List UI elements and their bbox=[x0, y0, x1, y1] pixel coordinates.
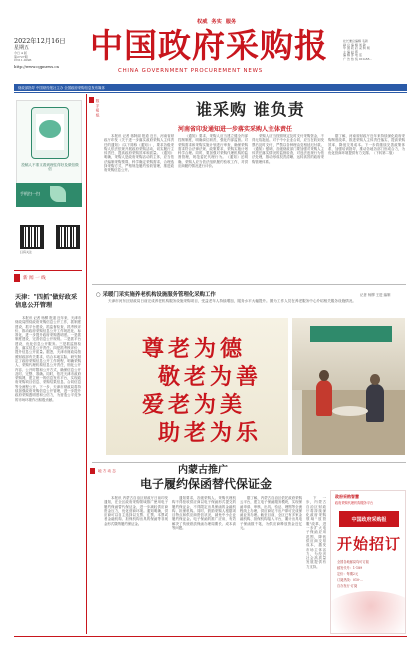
header-bar-text: 财政部指导 中国财经报社主办 全国政府采购信息发布媒体 bbox=[18, 86, 105, 90]
qr-caption: 扫码关注 bbox=[20, 250, 33, 254]
bottom-title-line-1: 内蒙古推广 bbox=[178, 465, 228, 476]
ad-line-2: 邮发代号：1-189 bbox=[337, 566, 363, 570]
phone-illustration bbox=[31, 107, 69, 159]
sidebar-label-local: 地 方 动 态 bbox=[98, 468, 116, 473]
lead-col-4 bbox=[328, 134, 405, 274]
phone-caption: 投稿人不准又看到理住得好及微信微信 bbox=[21, 163, 79, 172]
staff-line-6: 广 告 热 线 010-88... bbox=[343, 56, 373, 61]
staff-info bbox=[343, 40, 407, 62]
lead-text-3: 采购人应当按照规定及时支付采购资金，不得无故拖延。对于中小企业合同，应当在收到发票后及时支付，严禁以各种理由变相延迟付款。《通知》强调，各级财政部门要加强对采购人主体责任落实情况的监督检查，对违法违规行为依法处理，推动形成权责清晰、运转高效的政府采购管理体系。 bbox=[252, 134, 324, 164]
masthead-title: 中国政府采购报 bbox=[90, 26, 328, 65]
issue-info-3: CN11-0096 bbox=[14, 58, 32, 63]
person-dark bbox=[366, 384, 384, 422]
bottom-col-4 bbox=[306, 496, 326, 636]
lead-col-3 bbox=[252, 134, 324, 274]
staff-line-2: 副 总 编 辑 刘 敏 bbox=[343, 42, 366, 47]
ad-line-4: 订阅热线：010-... bbox=[337, 578, 364, 582]
ad-line-5: 自办发行·订阅 bbox=[337, 584, 358, 588]
bottom-col-1 bbox=[104, 496, 168, 636]
bottom-title-line-2: 电子履约保函替代保证金 bbox=[140, 477, 273, 491]
wall-line-1: 尊老为德 bbox=[142, 336, 247, 362]
feature-byline: 记者 杨柳 王进 编制 bbox=[360, 293, 391, 297]
ad-sign-text: 中国政府采购报 bbox=[351, 516, 387, 523]
lead-text-1: 本报讯 记者 蒋阿丽 报道 近日，河南省财政厅印发《关于进一步落实政府采购人主体责任的通知》（以下简称《通知》），要求各级采购人依法依规开展政府采购活动，切实履行主体责任，提高政府采购效率和质量。《通知》明确，采购人是政府采购活动的主体，应当依法编制采购预算，科学确定采购需求，合理选择采购方式，严格规范履约验收管理，推进政府采购信息公开。 bbox=[104, 134, 174, 173]
sidebar-section-digital bbox=[89, 97, 94, 103]
issue-info-2: 第2727期 bbox=[14, 54, 28, 59]
wall-line-2: 敬老为善 bbox=[158, 364, 263, 390]
slogan-2: 务实 bbox=[211, 19, 222, 25]
ad-top-text: 政府采购智慧 bbox=[335, 494, 359, 499]
sidebar-label-frontline: 新 闻 一 线 bbox=[23, 276, 46, 281]
lead-text-4: 据了解，河南省财政厅近年来持续深化政府采购制度改革，推进采购人主体责任落实，提高采购效率，降低交易成本。下一步将继续完善政策体系，加强培训指导，推动各地各部门形成合力，为优化营商环境提供有力支撑。（下转第二版） bbox=[328, 134, 405, 156]
ad-top-text-2: 政府采购代理机构服务平台 bbox=[335, 501, 374, 505]
leaf-icon bbox=[50, 186, 66, 202]
bottom-text-4: 下一步，内蒙古自治区财政厅将持续深化政府采购领域"放管服"改革，进一步扩大电子保函应用范围，降低供应商交易成本，激发市场主体活力，为经济社会高质量发展提供有力支持。 bbox=[306, 496, 326, 569]
qr-code[interactable] bbox=[20, 225, 44, 249]
issue-info-1: 今日 4 版 bbox=[14, 51, 27, 55]
feature-photo-left bbox=[106, 318, 288, 455]
staff-line-4: 主 编 赵 霞 bbox=[343, 49, 358, 54]
person-red bbox=[316, 380, 332, 416]
lead-subtitle: 河南省印发通知进一步落实采购人主体责任 bbox=[178, 126, 293, 133]
ad-sign bbox=[339, 511, 399, 527]
subscription-ad[interactable] bbox=[330, 490, 406, 634]
ad-line-1: 全国各地邮局均可订阅 bbox=[337, 560, 369, 564]
sidebar-section-frontline bbox=[14, 274, 46, 282]
bottom-text-3: 据了解，内蒙古自治区依托政府采购云平台，建立电子保函服务模块，实现保函申请、审核、出具、验证、理赔等全流程线上办理，供应商足不出户即可完成保函业务办理。截至目前，全区已有多家金融机构、担保机构接入平台，累计出具电子保函数千笔，为供应商释放资金近亿元。 bbox=[240, 496, 302, 531]
issue-date: 2022年12月16日 bbox=[14, 37, 66, 45]
wall-line-3: 爱老为美 bbox=[142, 392, 247, 418]
slogan-3: 服务 bbox=[225, 19, 237, 25]
sidebar-label-digital: 数 字 报 纸 bbox=[96, 99, 100, 117]
ad-swirl bbox=[330, 591, 406, 634]
issue-weekday: 星期五 bbox=[14, 45, 30, 51]
masthead-english: CHINA GOVERNMENT PROCUREMENT NEWS bbox=[118, 68, 263, 74]
staff-line-1: 社长兼总编辑 毛新 bbox=[343, 39, 368, 43]
ad-line-3: 定价：每期2元 bbox=[337, 572, 359, 576]
wall-line-4: 助老为乐 bbox=[158, 420, 263, 446]
left-article-text: 本报讯 记者 杨柳 报道 近年来，天津市财政局围绕政府采购信息公开工作，抓制度建设、抓平台建设、抓监督检查、抓考核评价，推动政府采购信息公开工作规范化、标准化，进一步提升政府采购透明度。一是抓制度建设，完善信息公开规则。二是抓平台建设，优化信息公开服务。三是抓监督检查，落实信息公开责任。四是抓考核评价，提升信息公开质量。据悉，天津市财政局按照财政部有关要求，结合本地实际，研究制定了政府采购信息公开工作规程，明确采购人、采购代理机构信息公开责任，细化公开内容、公开时限和公开方式，确保信息公开及时、完整、准确。同时，依托天津市政府采购网，建立统一的信息发布平台，实现政府采购项目信息、采购结果信息、合同信息等全流程公开。下一步，天津市财政局将持续加强政府采购信息公开管理，进一步提升政府采购透明度和公信力，为营造公平竞争的市场环境作出积极贡献。 bbox=[15, 316, 81, 402]
slogan-1: 权威 bbox=[197, 19, 208, 25]
bottom-col-2 bbox=[172, 496, 236, 636]
app-promo bbox=[16, 183, 82, 207]
bottom-text-1: 本报讯 内蒙古自治区财政厅日前印发通知，在全区政府采购领域推广使用电子履约保函替代保证金，进一步减轻供应商资金压力，优化营商环境。通知明确，供应商可以自主选择以支票、汇票、本票或者金融机构、担保机构出具的保函等非现金形式缴纳履约保证金。 bbox=[104, 496, 168, 526]
lead-title: 谁采购 谁负责 bbox=[196, 100, 305, 119]
feature-title: ○ 采暖门采实施养老机构设施服务管理化采购工作 bbox=[96, 292, 216, 298]
issue-date-block bbox=[14, 37, 84, 69]
left-article-title: 天津："四抓"做好政采信息公开管理 bbox=[15, 294, 78, 309]
staff-line-3: 中 国 政 府 采 购 网 bbox=[343, 46, 370, 51]
staff-line-5: 编 辑 部 电 话 bbox=[343, 53, 362, 58]
lead-col-2 bbox=[178, 134, 248, 274]
lead-text-2: 《通知》要求，采购人应当建立健全内部控制制度，明确岗位职责，强化内部监督。对采购需求和采购实施计划进行审查，确保采购需求符合法律法规、政策要求，采购实施计划科学合理。同时，要加强对采购代理机构的监督管理，规范委托代理行为。《通知》还明确，采购人应当依法组织履约验收工作，对供应商履约情况进行评价。 bbox=[178, 134, 248, 169]
app-caption: 手机扫一扫 bbox=[20, 191, 40, 196]
lead-col-1 bbox=[104, 134, 174, 274]
header-blue-bar bbox=[14, 84, 407, 91]
bottom-text-2: 通知要求，各级采购人、采购代理机构不得拒收供应商以电子保函形式提交的履约保证金，不得限定出具保函的金融机构、担保机构。同时，鼓励采购人根据项目特点和供应商资信状况，减免中小企业履约保证金。电子保函的推广应用，有效解决了传统纸质保函办理周期长、成本高等问题。 bbox=[172, 496, 236, 531]
feature-photo-right bbox=[292, 318, 405, 455]
ad-big-text: 开始招订 bbox=[337, 535, 402, 553]
sidebar-section-local bbox=[90, 468, 116, 474]
feature-caption: 天津市河东区财政局日前完成养老机构服务设施采购项目，受益老年人持续增加，服务水平大幅提升。图为工作人员在养老服务中心介绍相关服务设施情况。 bbox=[108, 299, 356, 303]
slogan bbox=[197, 18, 236, 25]
left-article-body bbox=[15, 316, 81, 616]
qr-code-2[interactable] bbox=[56, 225, 80, 249]
bottom-col-3 bbox=[240, 496, 302, 636]
website-url[interactable]: http://www.cgpnews.cn bbox=[14, 63, 59, 69]
